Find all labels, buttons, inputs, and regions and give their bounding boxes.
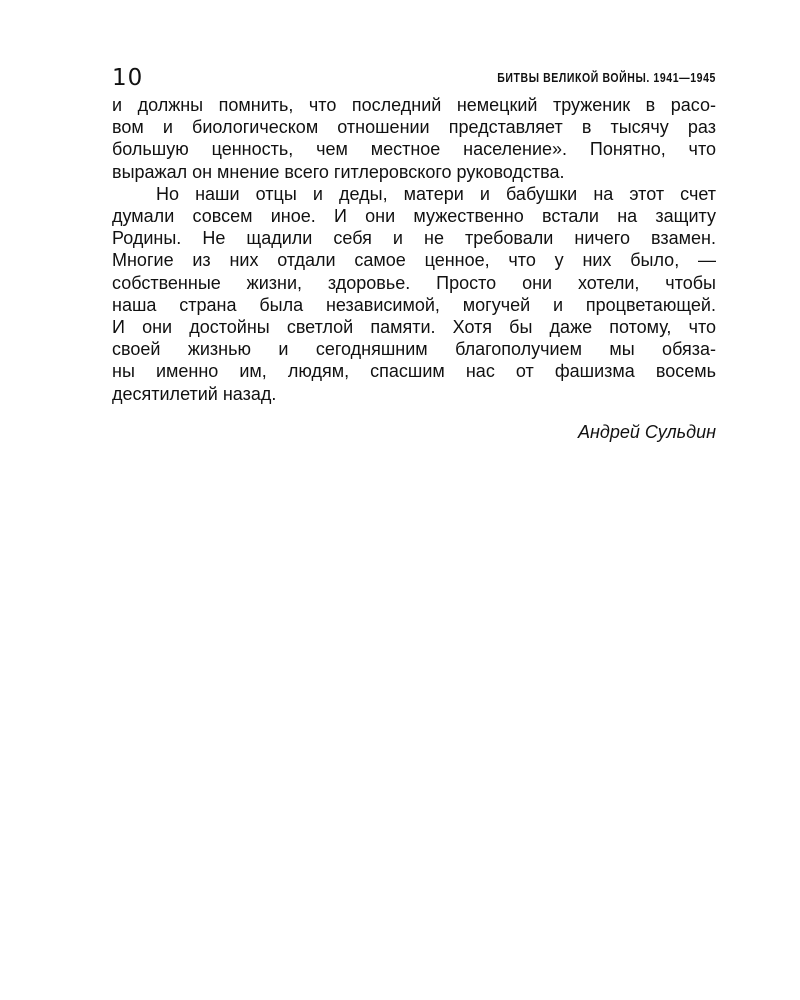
author-signature: Андрей Сульдин xyxy=(578,421,716,442)
body-text xyxy=(112,94,716,405)
text-line: ны именно им, людям, спасшим нас от фашизма восемь xyxy=(112,361,716,382)
paragraph xyxy=(112,183,716,405)
text-line: вом и биологическом отношении представляет в тысячу раз xyxy=(112,117,716,138)
text-line: И они достойны светлой памяти. Хотя бы даже потому, что xyxy=(112,317,716,338)
text-line: Но наши отцы и деды, матери и бабушки на этот счет xyxy=(156,183,716,204)
text-line: десятилетий назад. xyxy=(112,383,277,404)
text-line: Многие из них отдали самое ценное, что у них было, — xyxy=(112,250,716,271)
text-line: большую ценность, чем местное население». Понятно, что xyxy=(112,139,716,160)
text-line: и должны помнить, что последний немецкий труженик в расо- xyxy=(112,95,716,115)
text-line: собственные жизни, здоровье. Просто они хотели, чтобы xyxy=(112,272,716,293)
book-page xyxy=(112,62,716,443)
page-number: 10 xyxy=(112,65,144,91)
running-header xyxy=(112,62,716,94)
paragraph xyxy=(112,94,716,183)
text-line: наша страна была независимой, могучей и процветающей. xyxy=(112,294,716,315)
book-title: БИТВЫ ВЕЛИКОЙ ВОЙНЫ. 1941—1945 xyxy=(497,70,716,86)
text-line: выражал он мнение всего гитлеровского руководства. xyxy=(112,161,565,182)
text-line: думали совсем иное. И они мужественно встали на защиту xyxy=(112,206,716,227)
text-line: Родины. Не щадили себя и не требовали ничего взамен. xyxy=(112,228,716,249)
text-line: своей жизнью и сегодняшним благополучием мы обяза- xyxy=(112,339,716,360)
